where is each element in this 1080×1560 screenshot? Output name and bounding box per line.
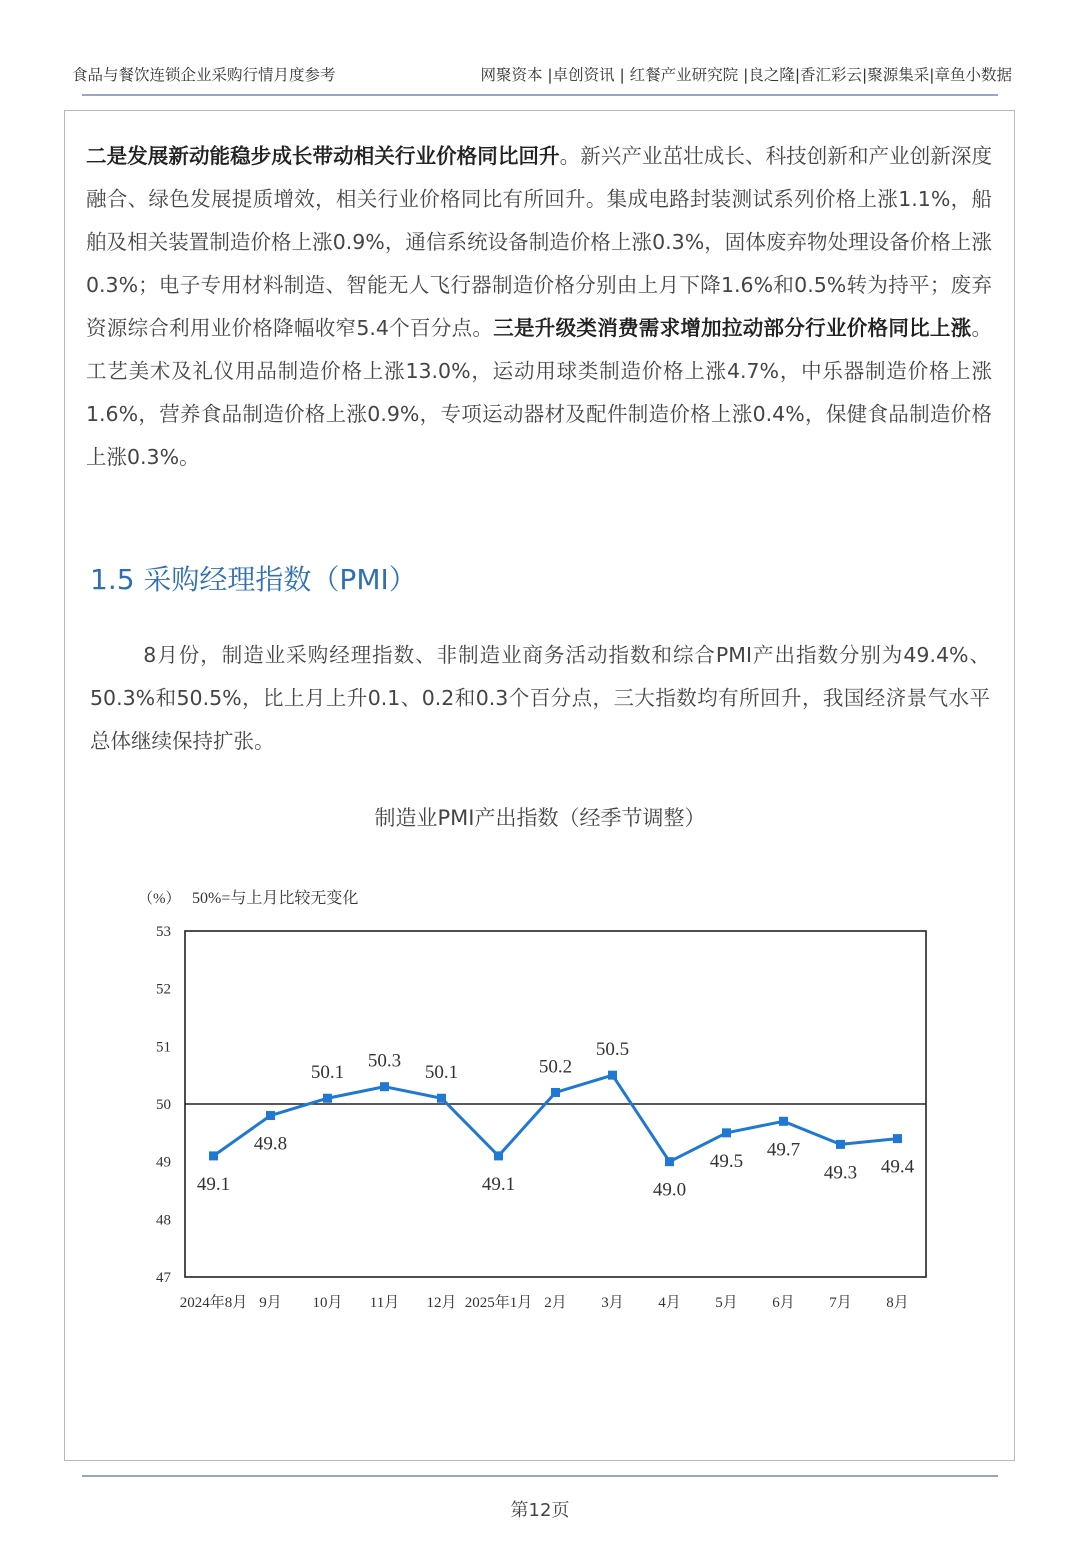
page-header xyxy=(72,60,1012,88)
data-label: 50.5 xyxy=(595,1039,630,1061)
point-two-lead: 二是发展新动能稳步成长带动相关行业价格同比回升 xyxy=(86,144,560,168)
data-label: 49.8 xyxy=(253,1133,288,1155)
header-doc-title: 食品与餐饮连锁企业采购行情月度参考 xyxy=(72,66,336,84)
y-unit-label: （%） xyxy=(138,891,181,907)
x-tick-label: 7月 xyxy=(829,1295,852,1311)
y-tick-label: 53 xyxy=(156,924,171,940)
data-point xyxy=(779,1117,788,1126)
y-tick-label: 47 xyxy=(156,1270,171,1286)
header-divider xyxy=(82,94,998,96)
x-tick-label: 2月 xyxy=(544,1295,567,1311)
x-tick-label: 5月 xyxy=(715,1295,738,1311)
data-label: 49.7 xyxy=(766,1139,801,1161)
data-label: 49.5 xyxy=(709,1150,744,1172)
y-tick-label: 50 xyxy=(156,1097,171,1113)
footer-divider xyxy=(82,1475,998,1477)
point-three-text: 。工艺美术及礼仪用品制造价格上涨13.0%，运动用球类制造价格上涨4.7%，中乐器制造价格上涨1.6%，营养食品制造价格上涨0.9%，专项运动器材及配件制造价格上涨0.4%，保健食品制造价格上涨0.3%。 xyxy=(86,316,993,469)
chart-title: 制造业PMI产出指数（经季节调整） xyxy=(374,806,706,830)
y-tick-label: 49 xyxy=(156,1154,171,1171)
data-label: 50.3 xyxy=(367,1050,402,1072)
data-point xyxy=(551,1088,560,1097)
data-label: 50.1 xyxy=(310,1062,345,1084)
data-point xyxy=(209,1151,218,1160)
data-point xyxy=(722,1128,731,1137)
x-tick-label: 2025年1月 xyxy=(464,1295,533,1311)
data-label: 49.1 xyxy=(481,1173,516,1195)
data-point xyxy=(494,1151,503,1160)
data-point xyxy=(323,1094,332,1103)
point-three-lead: 三是升级类消费需求增加拉动部分行业价格同比上涨 xyxy=(493,316,972,340)
y-tick-label: 52 xyxy=(156,981,171,998)
data-point xyxy=(380,1082,389,1091)
x-tick-label: 6月 xyxy=(772,1295,795,1311)
data-label: 49.0 xyxy=(652,1179,687,1201)
x-tick-label: 2024年8月 xyxy=(179,1295,248,1311)
page-number: 第12页 xyxy=(510,1500,570,1521)
data-label: 50.2 xyxy=(538,1056,573,1078)
data-point xyxy=(437,1094,446,1103)
data-label: 49.4 xyxy=(880,1156,915,1178)
x-tick-label: 10月 xyxy=(312,1295,343,1311)
pmi-paragraph: 8月份，制造业采购经理指数、非制造业商务活动指数和综合PMI产出指数分别为49.4%、50.3%和50.5%，比上月上升0.1、0.2和0.3个百分点，三大指数均有所回升，我国经济景气水平总体继续保持扩张。 xyxy=(90,643,990,753)
y-tick-label: 51 xyxy=(156,1039,171,1056)
x-tick-label: 3月 xyxy=(601,1295,624,1311)
y-tick-label: 48 xyxy=(156,1212,171,1229)
data-point xyxy=(665,1157,674,1166)
header-sources: 网聚资本 |卓创资讯 | 红餐产业研究院 |良之隆|香汇彩云|聚源集采|章鱼小数据 xyxy=(480,66,1012,84)
data-label: 49.1 xyxy=(196,1173,231,1195)
pmi-line-chart xyxy=(130,878,950,1323)
data-point xyxy=(893,1134,902,1143)
industry-price-paragraph xyxy=(86,135,992,479)
data-point xyxy=(608,1071,617,1080)
x-tick-label: 8月 xyxy=(886,1295,909,1311)
chart-note: 50%=与上月比较无变化 xyxy=(192,890,359,907)
data-label: 50.1 xyxy=(424,1062,459,1084)
data-point xyxy=(266,1111,275,1120)
x-tick-label: 11月 xyxy=(369,1295,400,1311)
data-label: 49.3 xyxy=(823,1162,858,1184)
data-point xyxy=(836,1140,845,1149)
x-tick-label: 12月 xyxy=(426,1295,457,1311)
x-tick-label: 9月 xyxy=(259,1295,282,1311)
section-title-pmi: 1.5 采购经理指数（PMI） xyxy=(90,563,417,596)
point-two-text: 。新兴产业茁壮成长、科技创新和产业创新深度融合、绿色发展提质增效，相关行业价格同比有所回升。集成电路封装测试系列价格上涨1.1%，船舶及相关装置制造价格上涨0.9%，通信系统设备制造价格上涨0.3%，固体废弃物处理设备价格上涨0.3%；电子专用材料制造、智能无人飞行器制造价格分别由上月下降1.6%和0.5%转为持平；废弃资源综合利用业价格降幅收窄5.4个百分点。 xyxy=(86,144,992,340)
x-tick-label: 4月 xyxy=(658,1295,681,1311)
